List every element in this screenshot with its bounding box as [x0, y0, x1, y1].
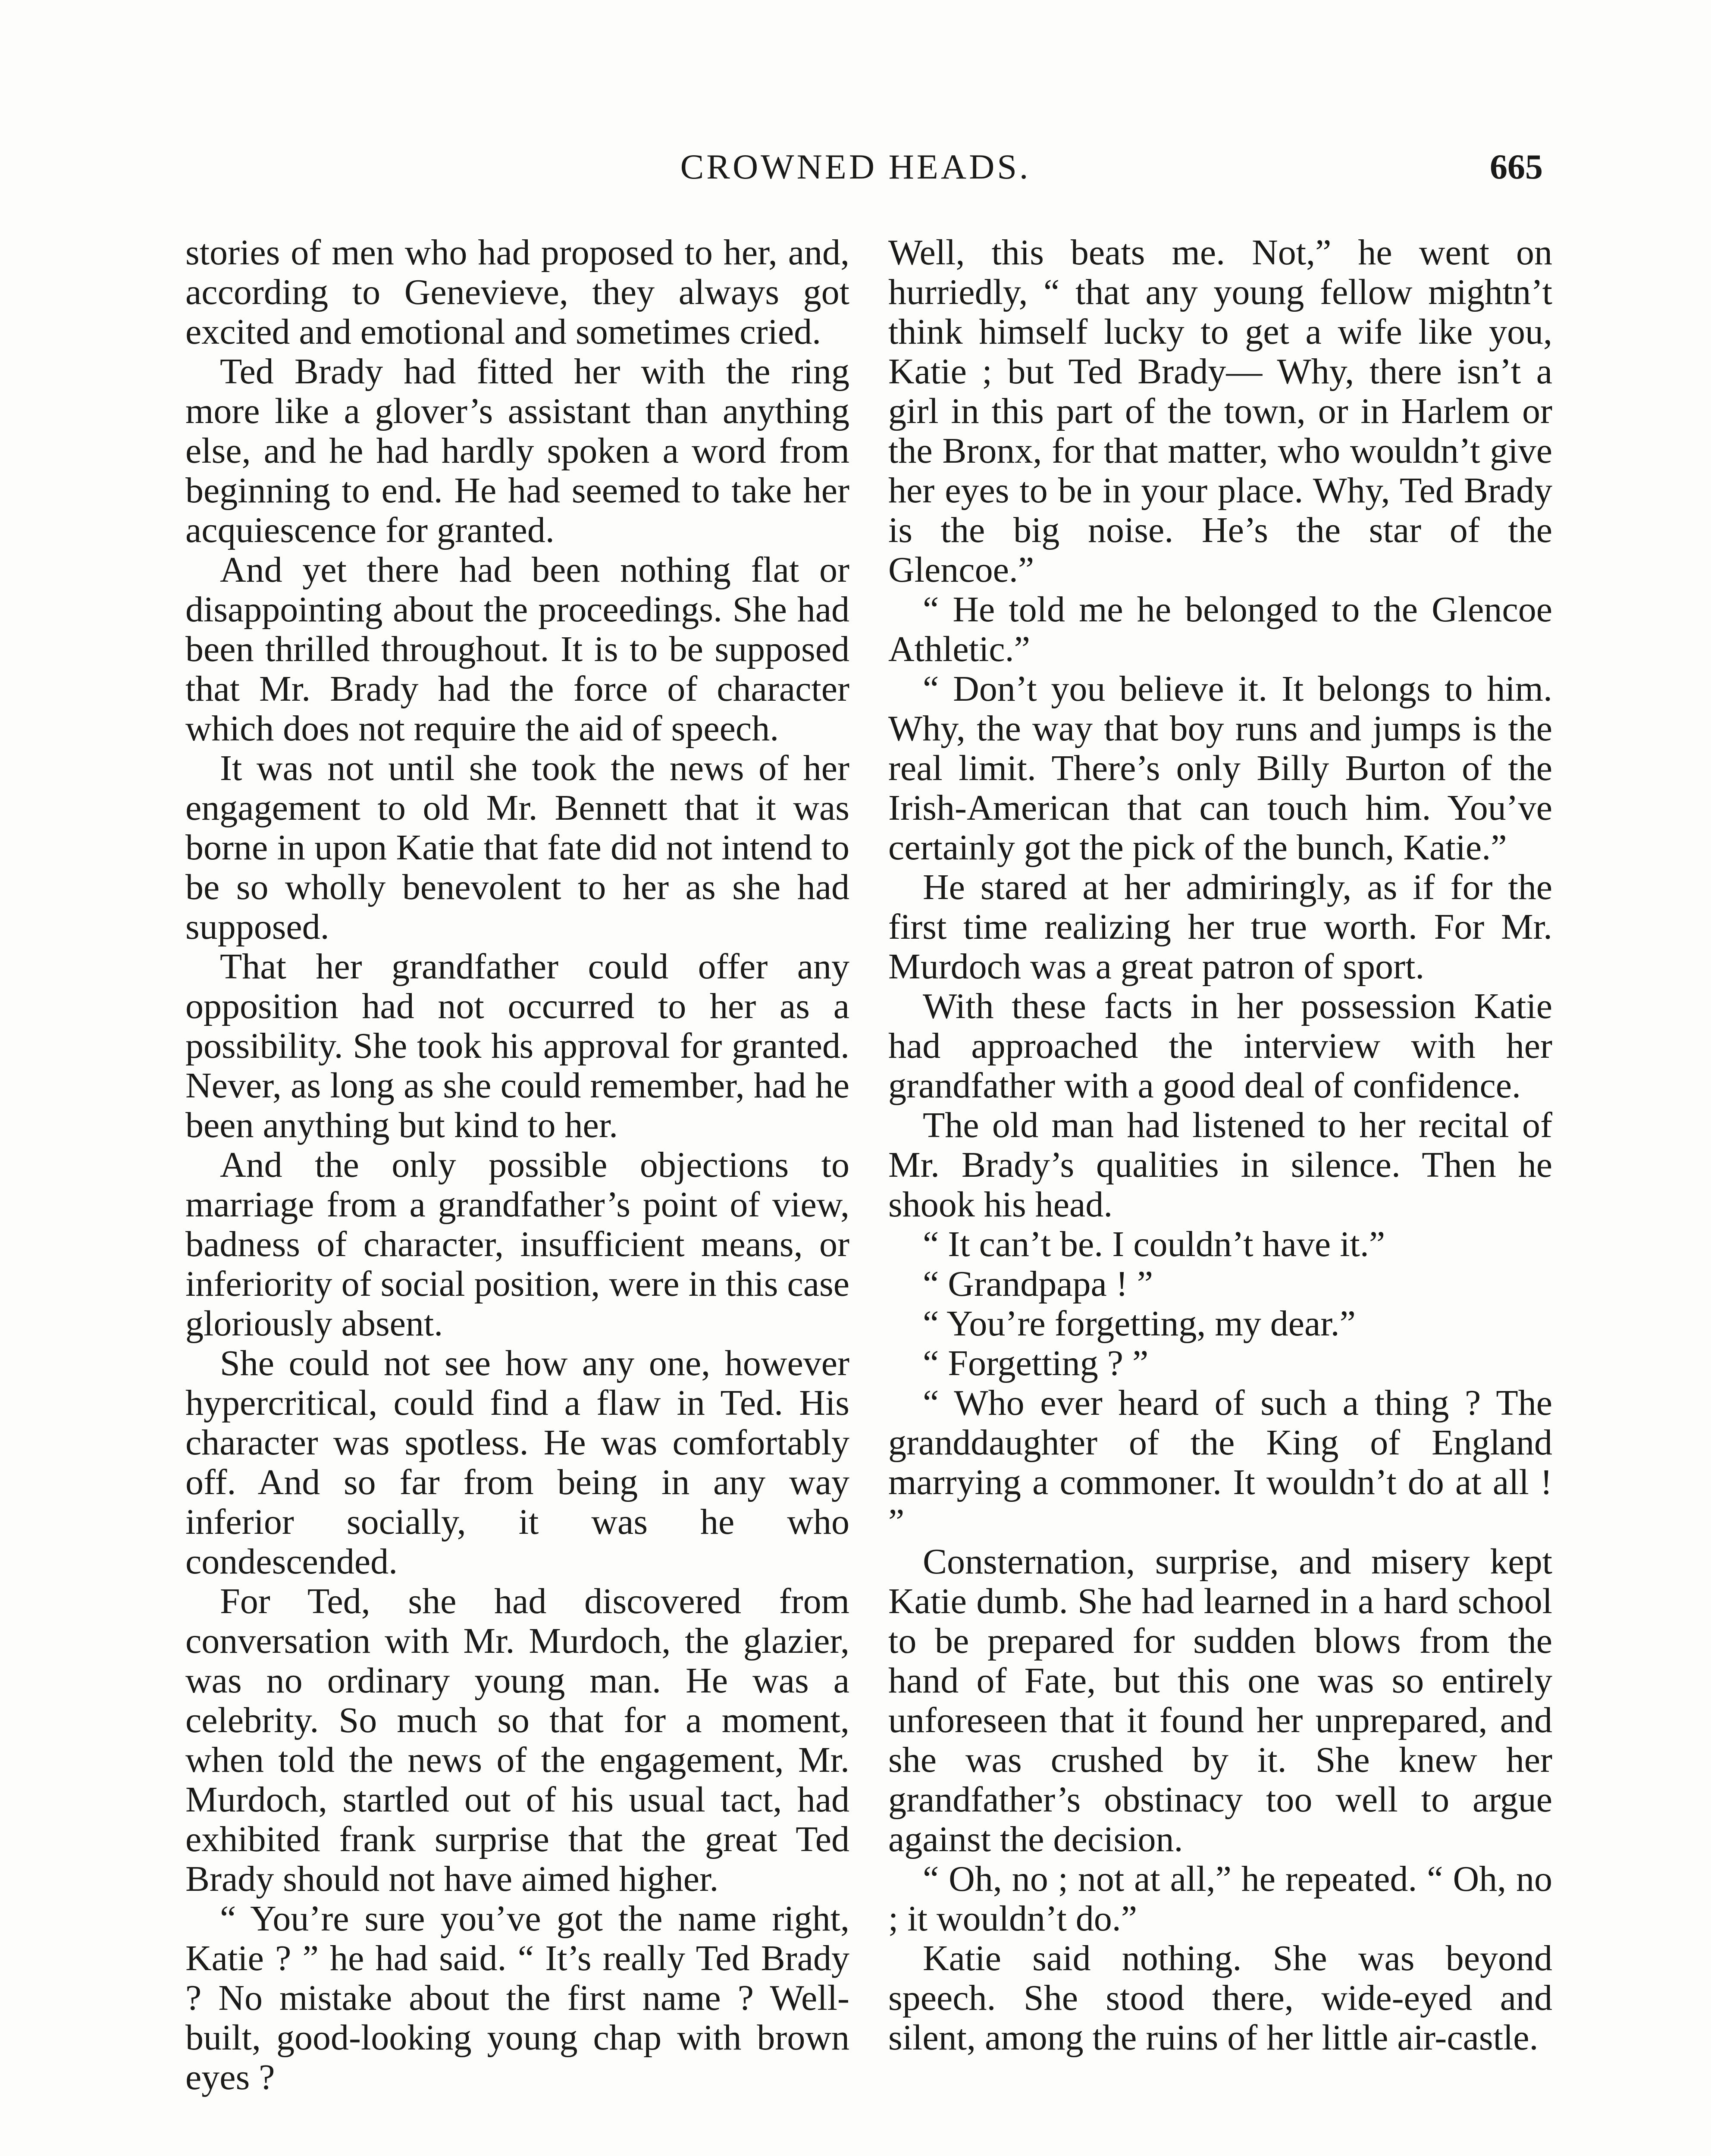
paragraph: “ Grandpapa ! ”	[923, 1264, 1153, 1304]
paragraph: And the only possible objections to marriage from a grandfather’s point of view, badness of character, insufficient means, or inferiority of social position, were in this case gloriously absent.	[185, 1145, 849, 1344]
page-number: 665	[1490, 147, 1543, 186]
paragraph: Consternation, surprise, and misery kept Katie dumb. She had learned in a hard school to be prepared for sudden blows from the hand of Fate, but this one was so entirely unforeseen that it found her unprepared, and she was crushed by it. She knew her grandfather’s obstinacy too well to argue against the decision.	[888, 1542, 1552, 1859]
paragraph: That her grandfather could offer any opposition had not occurred to her as a possibility. She took his approval for granted. Never, as long as she could remember, had he been anything but kind to her.	[185, 946, 849, 1145]
paragraph: “ Forgetting ? ”	[923, 1343, 1149, 1383]
running-title: CROWNED HEADS.	[680, 147, 1031, 186]
paragraph: “ Don’t you believe it. It belongs to him. Why, the way that boy runs and jumps is the real limit. There’s only Billy Burton of the Irish-American that can touch him. You’ve certainly got the pick of the bunch, Katie.”	[888, 669, 1552, 868]
paragraph: For Ted, she had discovered from conversation with Mr. Murdoch, the glazier, was no ordinary young man. He was a celebrity. So much so that for a moment, when told the news of the engagement, Mr. Murdoch, startled out of his usual tact, had exhibited frank surprise that the great Ted Brady should not have aimed higher.	[185, 1581, 849, 1899]
paragraph: Katie said nothing. She was beyond speech. She stood there, wide-eyed and silent, among the ruins of her little air-castle.	[888, 1938, 1552, 2058]
paragraph: “ You’re sure you’ve got the name right, Katie ? ” he had said. “ It’s really Ted Brady ? No mistake about the first name ? Well-built, good-looking young chap with brown eyes ?	[185, 1899, 849, 2097]
paragraph: And yet there had been nothing flat or disappointing about the proceedings. She had been thrilled throughout. It is to be supposed that Mr. Brady had the force of character which does not require the aid of speech.	[185, 550, 849, 749]
left-column	[185, 233, 849, 2097]
paragraph: Ted Brady had fitted her with the ring more like a glover’s assistant than anything else, and he had hardly spoken a word from beginning to end. He had seemed to take her acquiescence for granted.	[185, 351, 849, 550]
paragraph: The old man had listened to her recital of Mr. Brady’s qualities in silence. Then he shook his head.	[888, 1105, 1552, 1225]
paragraph: “ He told me he belonged to the Glencoe Athletic.”	[888, 589, 1552, 669]
paragraph: “ Oh, no ; not at all,” he repeated. “ Oh, no ; it wouldn’t do.”	[888, 1859, 1552, 1939]
paragraph: “ Who ever heard of such a thing ? The granddaughter of the King of England marrying a commoner. It wouldn’t do at all ! ”	[888, 1383, 1552, 1542]
right-column	[888, 233, 1552, 2058]
paragraph: “ You’re forgetting, my dear.”	[923, 1304, 1356, 1344]
paragraph: Well, this beats me. Not,” he went on hurriedly, “ that any young fellow mightn’t think himself lucky to get a wife like you, Katie ; but Ted Brady— Why, there isn’t a girl in this part of the town, or in Harlem or the Bronx, for that matter, who wouldn’t give her eyes to be in your place. Why, Ted Brady is the big noise. He’s the star of the Glencoe.”	[888, 232, 1552, 590]
paragraph: “ It can’t be. I couldn’t have it.”	[923, 1224, 1385, 1264]
paragraph: She could not see how any one, however hypercritical, could find a flaw in Ted. His character was spotless. He was comfortably off. And so far from being in any way inferior socially, it was he who condescended.	[185, 1343, 849, 1582]
paragraph: With these facts in her possession Katie had approached the interview with her grandfather with a good deal of confidence.	[888, 986, 1552, 1106]
paragraph: It was not until she took the news of her engagement to old Mr. Bennett that it was borne in upon Katie that fate did not intend to be so wholly benevolent to her as she had supposed.	[185, 748, 849, 947]
paragraph: stories of men who had proposed to her, and, according to Genevieve, they always got excited and emotional and sometimes cried.	[185, 232, 849, 352]
paragraph: He stared at her admiringly, as if for the first time realizing her true worth. For Mr. Murdoch was a great patron of sport.	[888, 867, 1552, 987]
